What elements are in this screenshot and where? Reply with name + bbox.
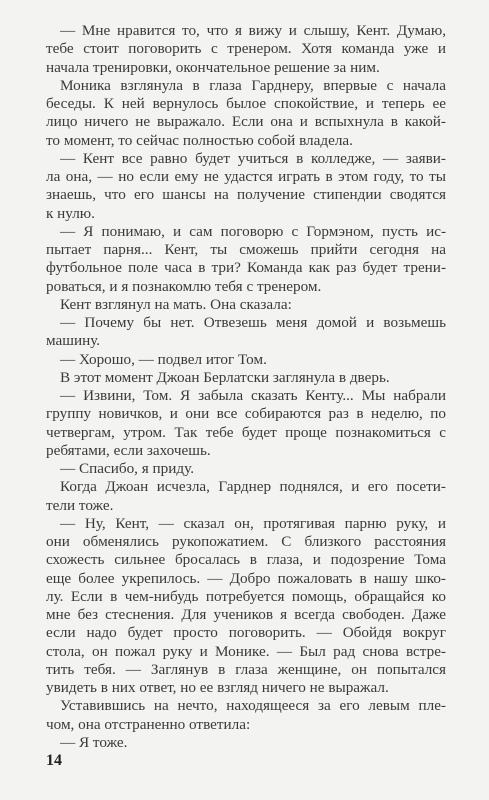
text-line: тели тоже. <box>46 496 114 514</box>
text-line: Кент взглянул на мать. Она сказала: <box>60 295 292 313</box>
text-line: — Ну, Кент, — сказал он, протягивая парню руку, и <box>60 514 446 532</box>
text-line: начала тренировки, окончательное решение за ним. <box>46 58 380 76</box>
text-line: — Хорошо, — подвел итог Том. <box>60 350 267 368</box>
text-line: — Спасибо, я приду. <box>60 460 194 478</box>
page-number: 14 <box>46 752 62 769</box>
text-line: схожесть сильнее бросалась в глаза, и подозрение Тома <box>46 551 446 569</box>
text-line: если надо будет просто поговорить. — Обойдя вокруг <box>46 624 446 642</box>
text-line: группу новичков, и они все собираются раз в неделю, по <box>46 405 446 423</box>
text-line: мне без стеснения. Для учеников я всегда свободен. Даже <box>46 606 446 624</box>
text-line: увидеть в них ответ, но ее взгляд ничего не выражал. <box>46 679 389 697</box>
text-line: беседы. К ней вернулось былое спокойствие, и теперь ее <box>46 95 446 113</box>
text-line: — Мне нравится то, что я вижу и слышу, Кент. Думаю, <box>60 22 446 39</box>
text-line: Уставившись на нечто, находящееся за его левым пле- <box>60 697 446 715</box>
text-line: тебе стоит поговорить с тренером. Хотя команда уже и <box>46 40 446 58</box>
text-line: ребятами, если захочешь. <box>46 441 211 459</box>
text-line: они обменялись рукопожатием. С близкого расстояния <box>46 533 446 551</box>
text-line: В этот момент Джоан Берлатски заглянула в дверь. <box>60 368 390 386</box>
text-line: — Почему бы нет. Отвезешь меня домой и возьмешь <box>60 314 446 332</box>
text-line: роваться, и я познакомлю тебя с тренером. <box>46 277 322 295</box>
text-line: — Я понимаю, и сам поговорю с Гормэном, пусть ис- <box>60 222 446 240</box>
text-line: Когда Джоан исчезла, Гарднер поднялся, и его посети- <box>60 478 446 496</box>
text-line: еще более укрепилось. — Добро пожаловать в нашу шко- <box>46 569 446 587</box>
text-line: знаешь, что его шансы на получение стипендии сводятся <box>46 186 446 204</box>
text-line: четвергам, утром. Так тебе будет проще познакомиться с <box>46 423 446 441</box>
text-line: — Кент все равно будет учиться в колледже, — заяви- <box>60 149 446 167</box>
text-line: к нулю. <box>46 204 95 222</box>
text-line: Моника взглянула в глаза Гарднеру, впервые с начала <box>60 76 446 94</box>
text-line: лицо ничего не выражало. Если она и вспыхнула в какой- <box>46 113 446 131</box>
text-line: чом, она отстраненно ответила: <box>46 715 251 733</box>
text-line: машину. <box>46 332 101 350</box>
text-line: — Извини, Том. Я забыла сказать Кенту... Мы набрали <box>60 387 446 405</box>
text-line: то момент, то сейчас полностью собой владела. <box>46 131 353 149</box>
text-line: стола, он пожал руку и Монике. — Был рад снова встре- <box>46 642 446 660</box>
text-line: ла она, — но если ему не удастся играть в этом году, то ты <box>46 168 446 186</box>
text-line: пытает парня... Кент, ты сможешь прийти сегодня на <box>46 241 446 259</box>
text-line: — Я тоже. <box>60 734 128 751</box>
text-line: футбольное поле часа в три? Команда как раз будет трени- <box>46 259 446 277</box>
text-line: тить тебя. — Заглянув в глаза женщине, он попытался <box>46 660 446 678</box>
text-line: лу. Если в чем-нибудь потребуется помощь, обращайся ко <box>46 587 446 605</box>
